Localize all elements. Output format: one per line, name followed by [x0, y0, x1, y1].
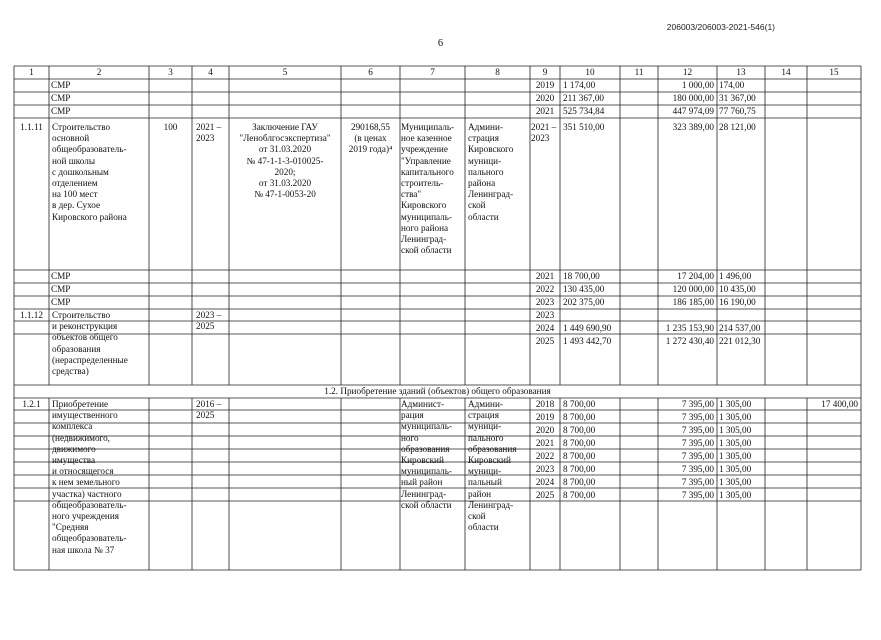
column-header-11: 11 [634, 67, 644, 77]
cell-name: СМР [51, 106, 71, 116]
funding-period-line: 2021 – [531, 122, 557, 132]
column-header-2: 2 [96, 67, 102, 77]
cell-amount-regional: 7 395,00 [681, 451, 714, 461]
object-name-line: Строительство [52, 310, 111, 320]
owner-line: Админи- [468, 122, 503, 132]
page-number: 6 [437, 38, 444, 49]
cell-amount-local: 77 760,75 [719, 106, 756, 116]
customer-line: рация [401, 410, 424, 421]
column-header-6: 6 [368, 67, 373, 77]
object-name-line: и относящегося [52, 466, 114, 477]
cell-amount-regional: 323 389,00 [672, 122, 714, 132]
customer-line: капитального [401, 166, 454, 177]
object-name-line: имущественного [52, 410, 118, 421]
cell-amount-local: 1 305,00 [719, 477, 752, 487]
owner-line: Кировский [468, 455, 511, 465]
cell-amount-total: 8 700,00 [563, 451, 596, 461]
cell-amount-total: 8 700,00 [563, 399, 596, 409]
cell-amount-regional: 7 395,00 [681, 477, 714, 487]
cell-amount-local: 10 435,00 [719, 284, 756, 294]
cell-amount-total: 18 700,00 [563, 271, 600, 281]
customer-line: Кировский [401, 455, 444, 465]
owner-line: области [468, 211, 499, 222]
column-header-9: 9 [542, 67, 548, 77]
cell-amount-local: 1 496,00 [719, 271, 752, 281]
object-name-line: общеобразователь- [52, 499, 127, 510]
cell-amount-total: 1 174,00 [563, 80, 596, 90]
object-name-line: на 100 мест [52, 189, 98, 200]
owner-line: муници- [468, 155, 502, 166]
cell-amount-regional: 7 395,00 [681, 464, 714, 474]
object-years-line: 2023 [196, 133, 215, 144]
object-name-line: Кировского района [52, 211, 127, 222]
cell-amount-local: 1 305,00 [719, 399, 752, 409]
object-name-line: имущества [52, 455, 96, 465]
cell-amount-regional: 120 000,00 [672, 284, 714, 294]
cell-year: 2023 [535, 310, 555, 320]
cell-year: 2025 [535, 336, 555, 346]
row-code: 1.1.12 [20, 310, 43, 320]
owner-line: Кировского [468, 144, 514, 155]
cell-year: 2024 [535, 323, 555, 333]
row-code: 1.2.1 [22, 399, 41, 409]
object-name-line: общеобразователь- [52, 144, 127, 155]
object-name-line: Строительство [52, 122, 111, 132]
column-header-12: 12 [682, 67, 693, 77]
expertise-line: Заключение ГАУ [252, 122, 318, 132]
cell-year: 2020 [535, 425, 555, 435]
owner-line: страция [468, 410, 499, 421]
expertise-line: от 31.03.2020 [258, 178, 312, 188]
cell-name: СМР [51, 80, 71, 90]
cell-amount-regional: 186 185,00 [672, 297, 714, 307]
owner-line: муници- [468, 466, 502, 477]
column-header-5: 5 [282, 67, 288, 77]
cell-amount-local: 1 305,00 [719, 451, 752, 461]
cell-name: СМР [51, 93, 71, 103]
object-name-line: общеобразователь- [52, 533, 127, 544]
owner-line: пального [468, 166, 504, 177]
object-years-line: 2025 [196, 410, 215, 421]
cell-year: 2023 [535, 464, 555, 474]
owner-line: Ленинград- [468, 189, 514, 200]
owner-line: пального [468, 432, 504, 443]
cell-year: 2024 [535, 477, 555, 487]
column-header-3: 3 [168, 67, 173, 77]
customer-line: образования [401, 443, 450, 454]
cell-amount-regional: 7 395,00 [681, 399, 714, 409]
cell-amount-regional: 17 204,00 [677, 271, 714, 281]
object-name-line: в дер. Сухое [52, 200, 101, 211]
customer-line: муниципаль- [401, 421, 452, 432]
funding-period-line: 2023 [531, 133, 550, 144]
cell-amount-total: 202 375,00 [563, 297, 605, 307]
cell-amount-other: 17 400,00 [821, 399, 858, 409]
object-name-line: к нем земельного [52, 477, 120, 488]
column-header-7: 7 [430, 67, 435, 77]
owner-line: области [468, 522, 499, 533]
customer-line: Муниципаль- [401, 122, 455, 132]
cell-year: 2021 [535, 106, 555, 116]
document-number: 206003/206003-2021-546(1) [666, 22, 775, 32]
expertise-line: от 31.03.2020 [258, 144, 312, 155]
object-name-line: "Средняя [52, 522, 89, 533]
expertise-line: № 47-1-1-3-010025- [246, 155, 324, 166]
cell-year: 2021 [535, 271, 555, 281]
cell-amount-local: 1 305,00 [719, 464, 752, 474]
object-name-line: (нераспределенные [52, 354, 128, 365]
owner-line: Ленинград- [468, 499, 514, 510]
object-name-line: ная школа № 37 [52, 544, 115, 555]
customer-line: ской области [401, 245, 452, 256]
column-header-13: 13 [736, 67, 746, 77]
column-header-15: 15 [829, 67, 839, 77]
cell-amount-local: 1 305,00 [719, 425, 752, 435]
cell-amount-regional: 180 000,00 [672, 93, 714, 103]
cell-year: 2019 [535, 412, 555, 422]
object-name-line: участка) частного [52, 488, 122, 499]
cell-name: СМР [51, 271, 71, 281]
object-name-line: и реконструкция [52, 321, 118, 332]
cell-amount-total: 525 734,84 [563, 106, 605, 116]
cell-amount-regional: 447 974,09 [672, 106, 714, 116]
column-header-1: 1 [29, 67, 34, 77]
cell-amount-local: 214 537,00 [719, 323, 761, 333]
cell-amount-local: 221 012,30 [719, 336, 761, 346]
owner-line: страция [468, 133, 499, 144]
customer-line: Кировского [401, 200, 447, 211]
object-name-line: Приобретение [52, 399, 109, 409]
expertise-line: 2020; [274, 166, 296, 177]
object-years-line: 2021 – [196, 122, 222, 132]
column-header-10: 10 [585, 67, 595, 77]
cell-amount-total: 8 700,00 [563, 464, 596, 474]
owner-line: района [468, 178, 496, 188]
column-header-8: 8 [495, 67, 500, 77]
cell-amount-regional: 7 395,00 [681, 490, 714, 500]
customer-line: ный район [401, 477, 443, 488]
customer-line: ного района [401, 222, 449, 233]
object-name-line: с дошкольным [52, 166, 109, 177]
cell-amount-regional: 1 000,00 [681, 80, 714, 90]
cell-year: 2019 [535, 80, 555, 90]
cell-amount-local: 28 121,00 [719, 122, 756, 132]
object-years-line: 2025 [196, 321, 215, 332]
column-header-14: 14 [781, 67, 791, 77]
owner-line: пальный [468, 477, 502, 488]
customer-line: "Управление [401, 155, 451, 166]
cell-amount-local: 16 190,00 [719, 297, 756, 307]
cell-amount-regional: 7 395,00 [681, 412, 714, 422]
section-title: 1.2. Приобретение зданий (объектов) общего образования [324, 386, 551, 396]
cell-name: СМР [51, 297, 71, 307]
customer-line: строитель- [401, 178, 444, 188]
owner-line: район [468, 488, 492, 499]
object-capacity: 100 [163, 122, 178, 132]
cell-amount-local: 1 305,00 [719, 438, 752, 448]
object-name-line: основной [52, 133, 90, 144]
customer-line: учреждение [401, 144, 448, 155]
cell-amount-local: 31 367,00 [719, 93, 756, 103]
object-name-line: образования [52, 343, 101, 354]
cell-amount-regional: 7 395,00 [681, 425, 714, 435]
cell-amount-total: 351 510,00 [563, 122, 605, 132]
cell-amount-total: 8 700,00 [563, 490, 596, 500]
cell-amount-regional: 7 395,00 [681, 438, 714, 448]
cell-year: 2020 [535, 93, 555, 103]
cell-amount-total: 1 449 690,90 [563, 323, 612, 333]
owner-line: муници- [468, 421, 502, 432]
cell-year: 2021 [535, 438, 555, 448]
customer-line: муниципаль- [401, 466, 452, 477]
cell-amount-local: 1 305,00 [719, 412, 752, 422]
customer-line: ного [401, 432, 419, 443]
owner-line: Админи- [468, 399, 503, 409]
customer-line: ства" [401, 189, 422, 200]
cell-amount-total: 8 700,00 [563, 412, 596, 422]
customer-line: ской области [401, 499, 452, 510]
object-name-line: (недвижимого, [52, 432, 110, 443]
cell-year: 2023 [535, 297, 555, 307]
owner-line: ской [468, 200, 486, 211]
row-code: 1.1.11 [20, 122, 43, 132]
customer-line: Админист- [401, 399, 445, 409]
object-name-line: комплекса [52, 421, 93, 432]
cell-name: СМР [51, 284, 71, 294]
owner-line: ской [468, 511, 486, 521]
estimated-cost-line: 290168,55 [350, 122, 391, 132]
customer-line: Ленинград- [401, 234, 447, 244]
cell-year: 2025 [535, 490, 555, 500]
cell-amount-regional: 1 272 430,40 [665, 336, 714, 346]
cell-year: 2022 [535, 451, 555, 461]
owner-line: образования [468, 443, 517, 454]
expertise-line: № 47-1-0053-20 [254, 189, 316, 200]
cell-amount-total: 8 700,00 [563, 477, 596, 487]
cell-amount-total: 1 493 442,70 [563, 336, 612, 346]
cell-year: 2018 [535, 399, 555, 409]
estimated-cost-line: (в ценах [354, 133, 387, 144]
cell-amount-total: 130 435,00 [563, 284, 605, 294]
customer-line: муниципаль- [401, 211, 452, 222]
cell-amount-total: 8 700,00 [563, 425, 596, 435]
estimated-cost-line: 2019 года)⁴ [348, 144, 393, 155]
cell-amount-local: 174,00 [719, 80, 745, 90]
cell-amount-local: 1 305,00 [719, 490, 752, 500]
object-name-line: ного учреждения [52, 511, 119, 521]
object-name-line: объектов общего [52, 332, 118, 343]
cell-amount-total: 8 700,00 [563, 438, 596, 448]
cell-amount-regional: 1 235 153,90 [665, 323, 714, 333]
customer-line: ное казенное [401, 133, 452, 144]
customer-line: Ленинград- [401, 488, 447, 499]
object-name-line: движимого [52, 443, 96, 454]
object-years-line: 2023 – [196, 310, 222, 320]
cell-year: 2022 [535, 284, 555, 294]
column-header-4: 4 [208, 67, 213, 77]
object-name-line: средства) [52, 366, 89, 376]
object-years-line: 2016 – [196, 399, 222, 409]
object-name-line: ной школы [52, 155, 96, 166]
object-name-line: отделением [52, 178, 98, 188]
expertise-line: "Леноблгосэкспертиза" [239, 133, 331, 144]
cell-amount-total: 211 367,00 [563, 93, 605, 103]
